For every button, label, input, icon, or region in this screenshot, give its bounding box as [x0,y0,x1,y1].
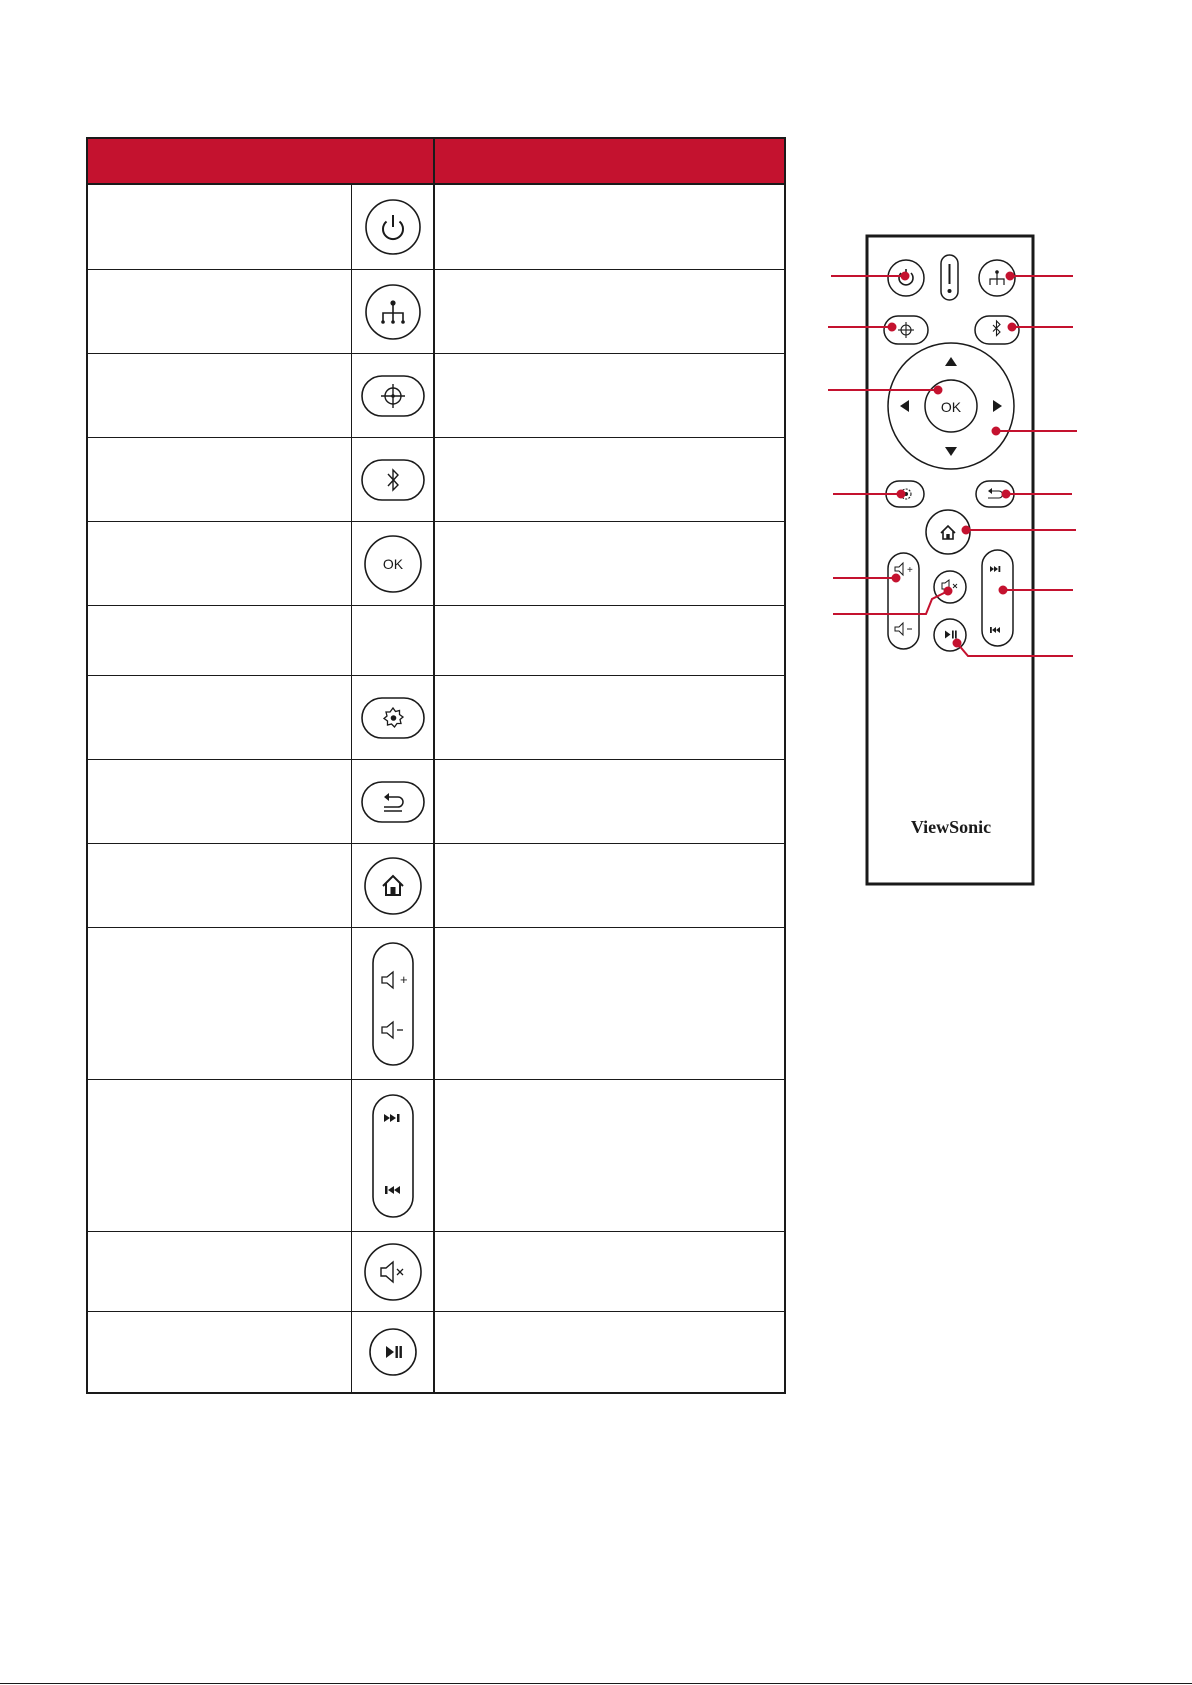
table-row [88,760,784,844]
settings-icon [360,696,426,740]
svg-text:OK: OK [940,399,962,415]
back-icon [360,780,426,824]
play-pause-icon [367,1326,419,1378]
svg-text:+: + [399,971,408,987]
svg-text:+: + [907,565,913,576]
table-row [88,676,784,760]
table-row [88,928,784,1080]
table-header [88,139,784,185]
button-table [86,137,786,1394]
table-row [88,438,784,522]
table-row [88,844,784,928]
remote-diagram [820,228,1080,908]
volume-rocker-icon [371,941,415,1067]
table-row [88,522,784,606]
footer-rule [0,1683,1192,1684]
focus-icon [360,374,426,418]
mute-icon [362,1241,424,1303]
remote-body [867,236,1033,884]
header-divider [433,139,435,183]
table-row [88,1312,784,1392]
power-icon [363,197,423,257]
track-rocker-icon [371,1093,415,1219]
ok-icon [362,533,424,595]
table-row [88,354,784,438]
svg-text:OK: OK [382,555,403,572]
source-icon [363,282,423,342]
table-row [88,606,784,676]
bluetooth-icon [360,458,426,502]
table-row [88,1232,784,1312]
table-row [88,185,784,270]
table-row [88,1080,784,1232]
home-icon [362,855,424,917]
table-row [88,270,784,354]
remote-brand-logo: ViewSonic [910,817,992,837]
